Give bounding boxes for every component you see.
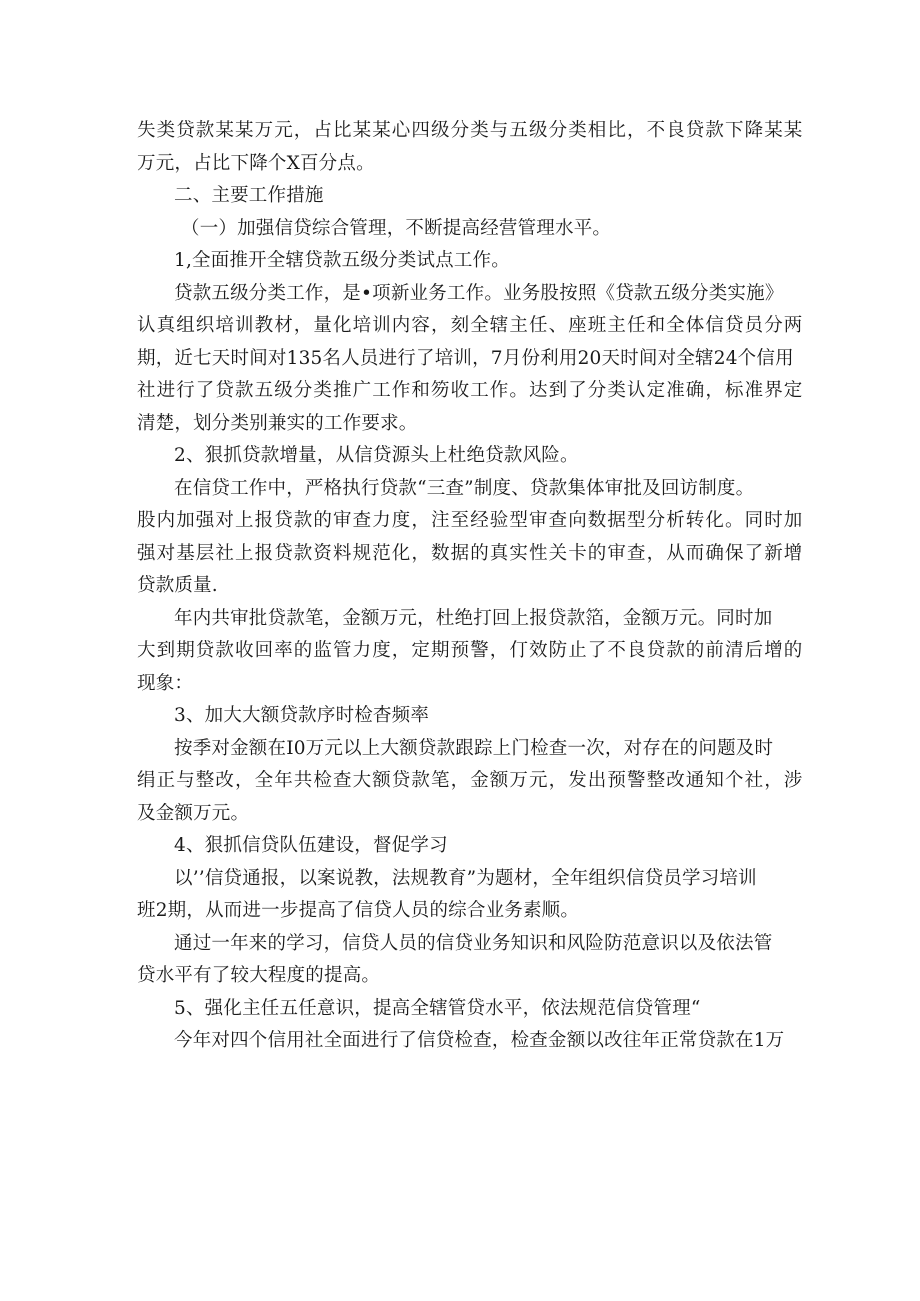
paragraph-line: 贷水平有了较大程度的提高。 [137, 965, 381, 986]
paragraph-line: 社进行了贷款五级分类推广工作和笏收工作。达到了分类认定准确，标准界定 [137, 380, 804, 401]
item-heading: 5、强化主任五任意识，提高全辖管贷水平，依法规范信贷管理“ [174, 997, 701, 1019]
paragraph-line: 贷款质量. [137, 575, 218, 596]
paragraph-line: 清楚，划分类别兼实的工作要求。 [137, 412, 418, 434]
paragraph-line: 及金额万元。 [137, 802, 250, 824]
paragraph-line: 今年对四个信用社全面进行了信贷检查，检查金额以改往年正常贷款在1万 [174, 1030, 785, 1051]
paragraph-line: 班2期，从而进一步提高了信贷人员的综合业务素顺。 [137, 900, 580, 921]
subsection-heading: （一）加强信贷综合管理，不断提高经营管理水平。 [181, 217, 612, 239]
paragraph-line: 强对基层社上报贷款资料规范化，数据的真实性关卡的审查，从而确保了新增 [137, 542, 804, 564]
paragraph-line: 通过一年来的学习，信贷人员的信贷业务知识和风险防范意识以及依法管 [174, 932, 773, 954]
item-heading: 3、加大大额贷款序时检杳频率 [174, 705, 430, 726]
paragraph-line: 期，近七天时间对135名人员进行了培训，7月份利用20天时间对全辖24个信用 [137, 347, 794, 369]
section-heading: 二、主要工作措施 [174, 185, 324, 206]
document-body [137, 115, 804, 1058]
item-heading: 4、狠抓信贷队伍建设，督促学习 [174, 835, 448, 856]
paragraph-line: 大到期贷款收回率的监管力度，定期预警，仃效防止了不良贷款的前清后增的 [137, 640, 804, 661]
paragraph-line: 万元，占比下降个X百分点。 [137, 152, 375, 174]
paragraph-line: 以’’信贷通报，以案说教，法规教育”为题材，全年组织信贷员学习培训 [174, 867, 757, 889]
item-heading: 1,全面推开全辖贷款五级分类试点工作。 [174, 250, 510, 271]
paragraph-line: 年内共审批贷款笔，金额万元，杜绝打回上报贷款箔，金额万元。同时加 [174, 607, 773, 629]
paragraph-line: 绢正与整改，全年共检查大额贷款笔，金额万元，发出预警整改通知个社，涉 [137, 770, 804, 791]
paragraph-line: 股内加强对上报贷款的审查力度，注至经验型审查向数据型分析转化。同时加 [137, 510, 804, 531]
paragraph-line: 按季对金额在I0万元以上大额贷款跟踪上门检查一次，对存在的问题及时 [174, 737, 774, 759]
paragraph-line: 失类贷款某某万元，占比某某心四级分类与五级分类相比，不良贷款下降某某 [137, 120, 804, 141]
paragraph-line: 在信贷工作中，严格执行贷款“三查”制度、贷款集体审批及回访制度。 [174, 477, 755, 499]
paragraph-line: 认真组织培训教材，量化培训内容，刻全辖主任、座班主任和全体信贷员分两 [137, 315, 804, 336]
item-heading: 2、狠抓贷款增量，从信贷源头上杜绝贷款风险。 [174, 445, 579, 466]
paragraph-line: 贷款五级分类工作，是•项新业务工作。业务股按照《贷款五级分类实施》 [174, 282, 784, 304]
paragraph-line: 现象： [137, 672, 194, 694]
